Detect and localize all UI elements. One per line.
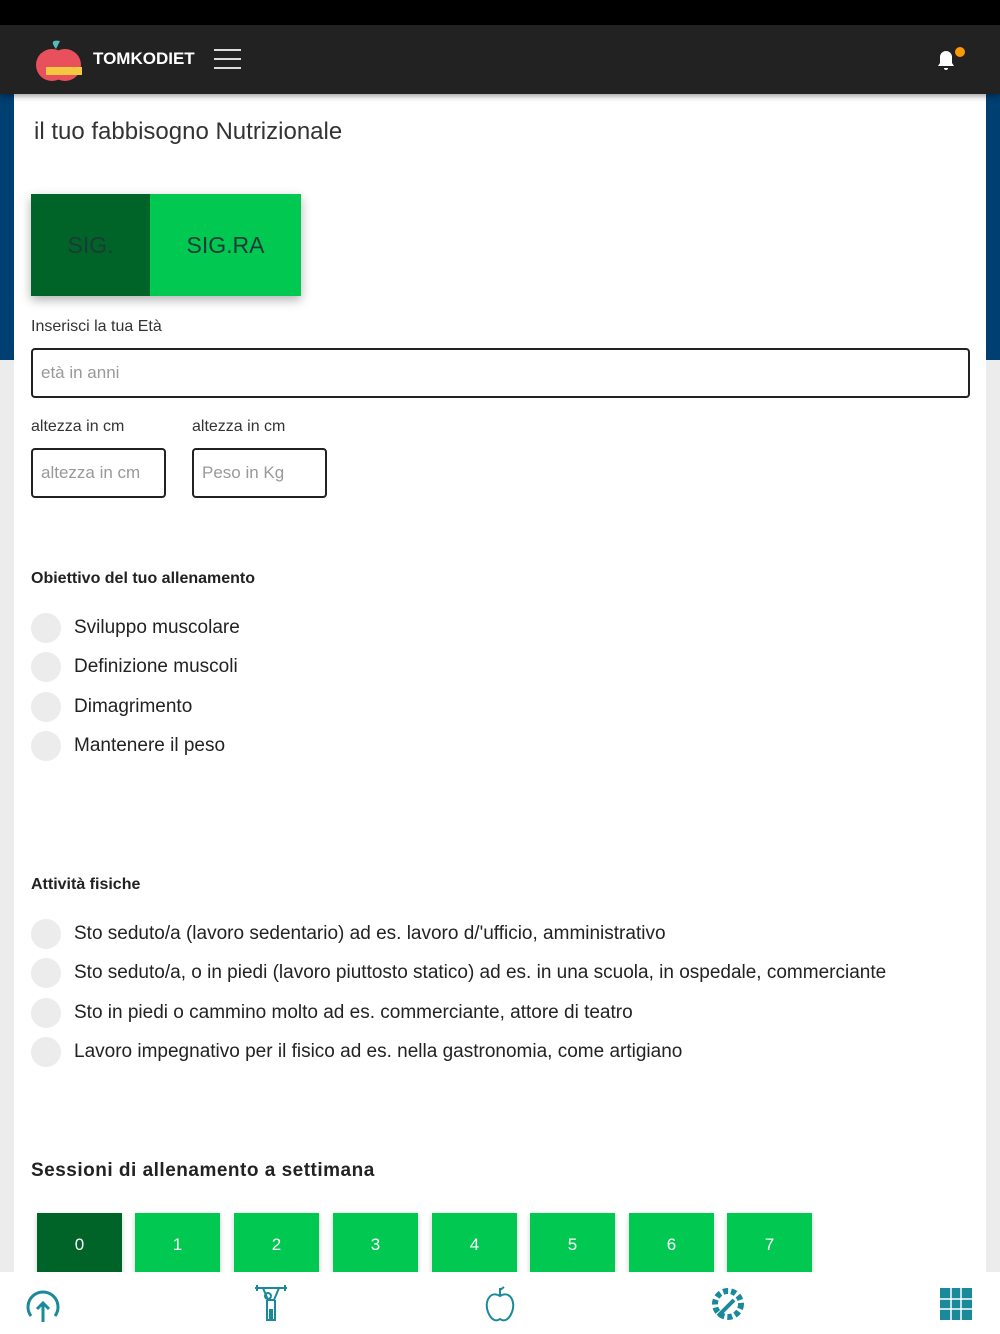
session-button-4[interactable]: 4 — [432, 1213, 517, 1293]
radio-label: Sto seduto/a, o in piedi (lavoro piuttosto statico) ad es. in una scuola, in ospedale, commerciante — [74, 962, 887, 983]
radio-label: Sviluppo muscolare — [74, 617, 240, 638]
activity-radio[interactable] — [31, 1037, 682, 1067]
apple-logo-icon — [34, 35, 84, 85]
radio-circle[interactable] — [31, 731, 61, 761]
goal-heading: Obiettivo del tuo allenamento — [31, 570, 256, 587]
session-button-3[interactable]: 3 — [333, 1213, 418, 1293]
radio-label: Sto seduto/a (lavoro sedentario) ad es. lavoro d/'ufficio, amministrativo — [74, 923, 666, 944]
radio-circle[interactable] — [31, 919, 61, 949]
hamburger-menu-icon[interactable] — [214, 49, 241, 69]
session-button-5[interactable]: 5 — [530, 1213, 615, 1293]
height-label: altezza in cm — [31, 418, 125, 435]
settings-wrench-icon[interactable] — [706, 1282, 750, 1326]
radio-circle[interactable] — [31, 692, 61, 722]
brand-name: TOMKODIET — [93, 49, 195, 68]
age-input[interactable]: età in anni — [31, 348, 970, 398]
status-bar — [0, 0, 1000, 25]
weight-label: altezza in cm — [192, 418, 286, 435]
goal-radio[interactable] — [31, 613, 240, 643]
bottom-nav — [0, 1272, 1000, 1334]
radio-circle[interactable] — [31, 613, 61, 643]
session-button-0[interactable]: 0 — [37, 1213, 122, 1293]
height-input[interactable]: altezza in cm — [31, 448, 166, 498]
grid-menu-icon[interactable] — [934, 1282, 978, 1326]
goal-radio[interactable] — [31, 731, 225, 761]
radio-label: Mantenere il peso — [74, 735, 226, 756]
age-label: Inserisci la tua Età — [31, 318, 162, 335]
gender-option-sig[interactable]: SIG. — [31, 194, 150, 296]
session-button-1[interactable]: 1 — [135, 1213, 220, 1293]
gender-toggle — [31, 194, 301, 296]
notification-badge — [955, 47, 965, 57]
goal-radio[interactable] — [31, 652, 238, 682]
gauge-upload-icon[interactable] — [21, 1282, 65, 1326]
session-button-6[interactable]: 6 — [629, 1213, 714, 1293]
activity-radio[interactable] — [31, 958, 886, 988]
form-card — [14, 94, 986, 1334]
sessions-heading: Sessioni di allenamento a settimana — [31, 1160, 375, 1181]
activity-heading: Attività fisiche — [31, 876, 141, 893]
goal-radio[interactable] — [31, 692, 192, 722]
weightlifter-icon[interactable] — [249, 1282, 293, 1326]
radio-label: Sto in piedi o cammino molto ad es. commerciante, attore di teatro — [74, 1002, 633, 1023]
radio-circle[interactable] — [31, 998, 61, 1028]
radio-label: Dimagrimento — [74, 696, 193, 717]
session-button-7[interactable]: 7 — [727, 1213, 812, 1293]
activity-radio[interactable] — [31, 919, 666, 949]
gender-option-sigra[interactable]: SIG.RA — [150, 194, 301, 296]
radio-circle[interactable] — [31, 1037, 61, 1067]
activity-radio[interactable] — [31, 998, 633, 1028]
radio-circle[interactable] — [31, 652, 61, 682]
radio-circle[interactable] — [31, 958, 61, 988]
session-button-2[interactable]: 2 — [234, 1213, 319, 1293]
radio-label: Lavoro impegnativo per il fisico ad es. nella gastronomia, come artigiano — [74, 1041, 683, 1062]
top-bar — [0, 25, 1000, 94]
apple-icon[interactable] — [478, 1282, 522, 1326]
weight-input[interactable]: Peso in Kg — [192, 448, 327, 498]
page-title: il tuo fabbisogno Nutrizionale — [34, 118, 343, 145]
radio-label: Definizione muscoli — [74, 656, 238, 677]
